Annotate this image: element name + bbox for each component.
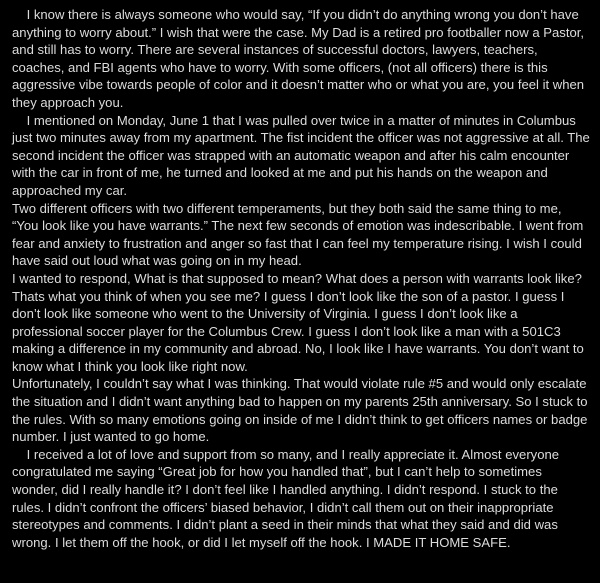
paragraph-1: I know there is always someone who would say, “If you didn’t do anything wrong you don’t have anything to worry about.” I wish that were the case. My Dad is a retired pro footballer now a Pastor, and still has to worry. There are several instances of successful doctors, lawyers, teachers, coaches, and FBI agents who have to worry. With some officers, (not all officers) there is this aggressive vibe towards people of color and it doesn’t matter who or what you are, you feel it when they approach you. xyxy=(12,7,588,110)
paragraph-3: Two different officers with two different temperaments, but they both said the same thing to me, “You look like you have warrants.” The next few seconds of emotion was indescribable. I went from fear and anxiety to frustration and anger so fast that I can feel my temperature rising. I wish I could have said out loud what was going on in my head. xyxy=(12,200,587,269)
paragraph-4: I wanted to respond, What is that supposed to mean? What does a person with warrants look like? Thats what you think of when you see me? I guess I don’t look like the son of a pastor. I guess I don’t look like someone who went to the University of Virginia. I guess I don’t look like a professional soccer player for the Columbus Crew. I guess I don’t look like a man with a 501C3 making a difference in my community and abroad. No, I look like I have warrants. You don’t want to know what I think you look like right now. xyxy=(12,270,588,374)
paragraph-5: Unfortunately, I couldn’t say what I was thinking. That would violate rule #5 and would only escalate the situation and I didn’t want anything bad to happen on my parents 25th anniversary. So I stuck to the rules. With so many emotions going on inside of me I didn’t think to get officers names or badge number. I just wanted to go home. xyxy=(12,376,592,445)
paragraph-6: I received a lot of love and support from so many, and I really appreciate it. Almost everyone congratulated me saying “Great job for how you handled that”, but I can’t help to sometimes wonder, did I really handle it? I don’t feel like I handled anything. I didn’t respond. I stuck to the rules. I didn’t confront the officers’ biased behavior, I didn’t call them out on their inappropriate stereotypes and comments. I didn’t plant a seed in their minds that what they said and did was wrong. I let them off the hook, or did I let myself off the hook. I MADE IT HOME SAFE. xyxy=(12,446,563,550)
paragraph-2: I mentioned on Monday, June 1 that I was pulled over twice in a matter of minutes in Columbus just two minutes away from my apartment. The fist incident the officer was not aggressive at all. The second incident the officer was strapped with an automatic weapon and after his calm encounter with the car in front of me, he turned and looked at me and put his hands on the weapon and approached my car. xyxy=(12,112,594,198)
